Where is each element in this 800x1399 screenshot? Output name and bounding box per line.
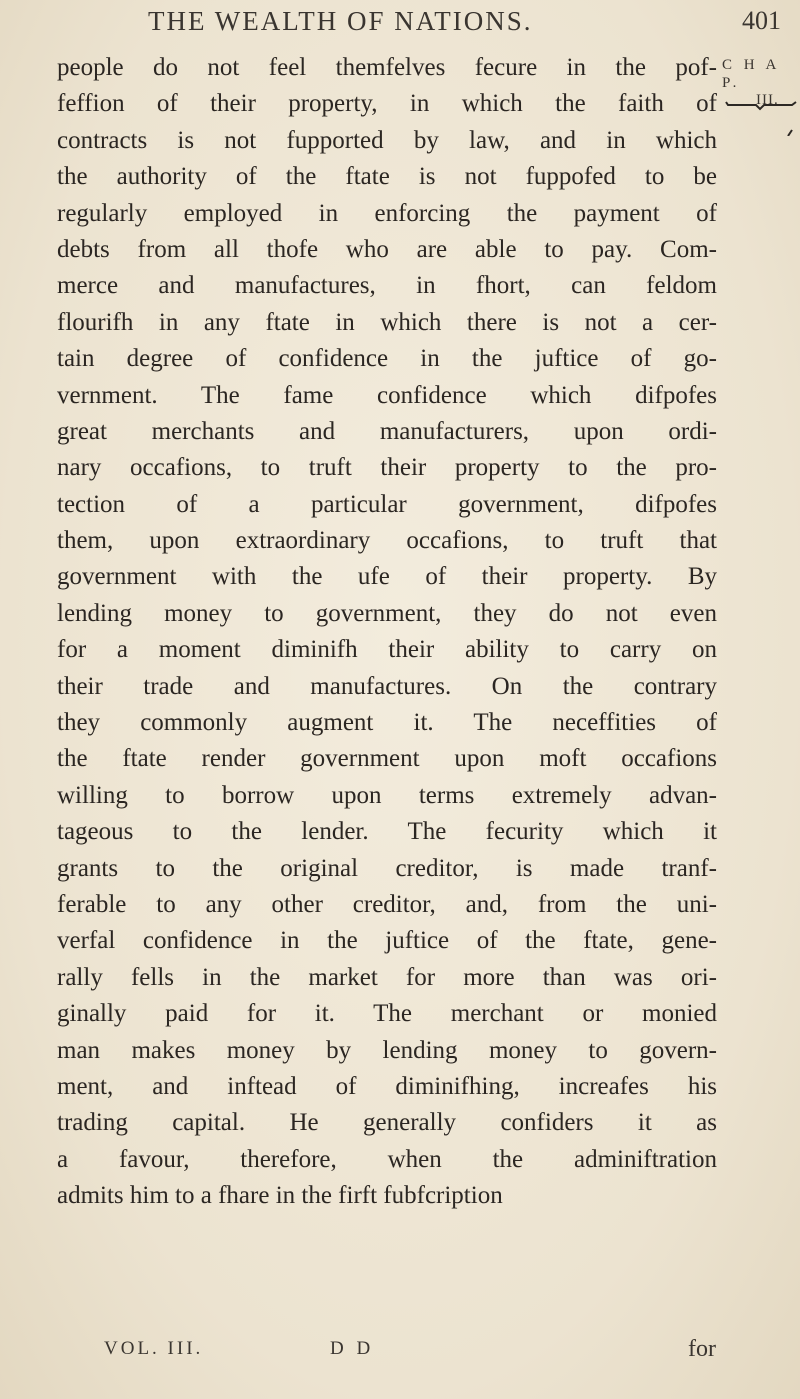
text-line: regularly employed in enforcing the payment of [57,199,717,227]
text-line: tection of a particular government, difpofes [57,490,717,518]
page-footer [104,1338,716,1372]
body-text [57,50,717,1215]
text-line: them, upon extraordinary occafions, to truft that [57,527,717,555]
text-line: contracts is not fupported by law, and in which [57,126,717,154]
catchword: for [688,1336,716,1362]
text-line: for a moment diminifh their ability to carry on [57,636,717,664]
text-line: ginally paid for it. The merchant or monied [57,1000,717,1028]
text-line: nary occafions, to truft their property to the pro- [57,454,717,482]
text-line: trading capital. He generally confiders it as [57,1109,717,1137]
text-line: great merchants and manufacturers, upon ordi- [57,417,717,445]
gathering-signature: D D [330,1338,375,1359]
text-line: willing to borrow upon terms extremely advan- [57,781,717,809]
chapter-label: C H A P. [722,57,780,91]
text-line: flourifh in any ftate in which there is not a cer- [57,308,717,336]
text-line: their trade and manufactures. On the contrary [57,672,717,700]
text-line: the authority of the ftate is not fuppofed to be [57,163,717,191]
text-line: ferable to any other creditor, and, from the uni- [57,890,717,918]
text-line: tageous to the lender. The fecurity which it [57,818,717,846]
page-header [148,6,788,46]
text-line: lending money to government, they do not even [57,599,717,627]
chapter-margin-note [722,56,800,109]
brace-ornament-icon [722,96,798,136]
text-line: a favour, therefore, when the adminiftration [57,1145,717,1173]
text-line: vernment. The fame confidence which difpofes [57,381,717,409]
text-line: feffion of their property, in which the faith of [57,90,717,118]
text-line: grants to the original creditor, is made tranf- [57,854,717,882]
text-line: ment, and inftead of diminifhing, increafes his [57,1072,717,1100]
text-line: the ftate render government upon moft occafions [57,745,717,773]
volume-signature: VOL. III. [104,1338,204,1359]
text-line: they commonly augment it. The neceffities of [57,709,717,737]
text-line: government with the ufe of their property. By [57,563,717,591]
page-number: 401 [742,6,781,35]
running-title: THE WEALTH OF NATIONS. [148,6,533,36]
text-line: merce and manufactures, in fhort, can feldom [57,272,717,300]
text-line: rally fells in the market for more than was ori- [57,963,717,991]
text-line: tain degree of confidence in the juftice of go- [57,345,717,373]
text-line: verfal confidence in the juftice of the ftate, gene- [57,927,717,955]
text-line: man makes money by lending money to govern- [57,1036,717,1064]
chapter-number: III. [756,92,779,108]
text-line: admits him to a fhare in the firft fubfcription [57,1182,503,1210]
text-line: people do not feel themfelves fecure in the pof- [57,54,717,81]
text-line: debts from all thofe who are able to pay. Com- [57,235,717,263]
